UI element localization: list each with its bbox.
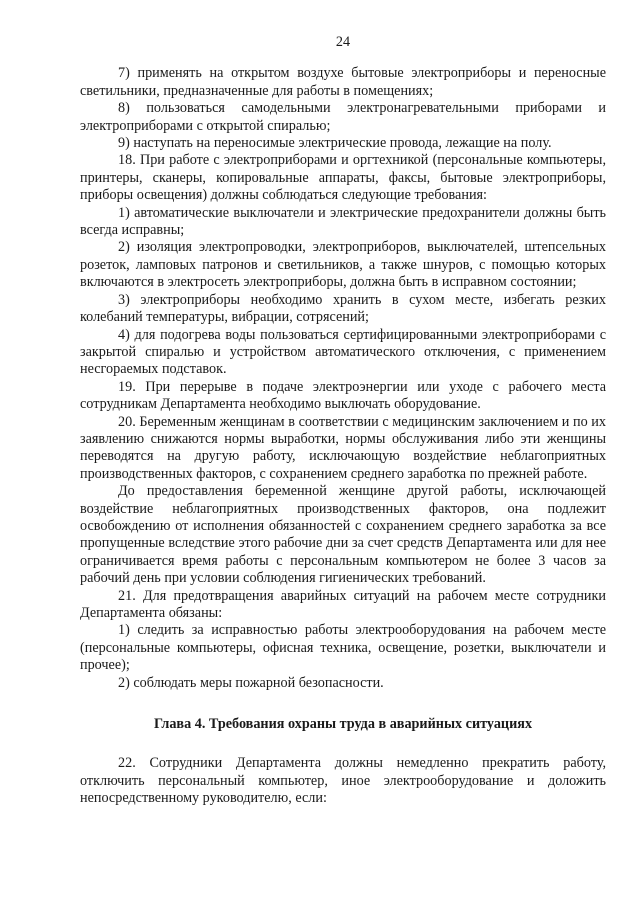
paragraph-clause-18-item-2: 2) изоляция электропроводки, электроприборов, выключателей, штепсельных розеток, ламповых патронов и светильников, а также шнуров, с помощью которых включаются в электросеть электроприборы, должна быть в исправном состоянии; (80, 239, 606, 291)
paragraph-item-7: 7) применять на открытом воздухе бытовые электроприборы и переносные светильники, предназначенные для работы в помещениях; (80, 65, 606, 99)
paragraph-clause-18-item-3: 3) электроприборы необходимо хранить в сухом месте, избегать резких колебаний температуры, вибрации, сотрясений; (80, 291, 606, 326)
section-before-heading (80, 65, 606, 692)
paragraph-clause-21: 21. Для предотвращения аварийных ситуаций на рабочем месте сотрудники Департамента обязаны: (80, 587, 606, 621)
paragraph-clause-21-item-1: 1) следить за исправностью работы электрооборудования на рабочем месте (персональные компьютеры, офисная техника, освещение, розетки, выключатели и прочее); (80, 622, 606, 674)
paragraph-clause-20-continuation: До предоставления беременной женщине другой работы, исключающей воздействие неблагоприятных производственных факторов, она подлежит освобождению от исполнения обязанностей с сохранением среднего заработка за все пропущенные вследствие этого рабочие дни за счет средств Департамента или для нее ограничивается время работы с персональным компьютером не более 3 часов за рабочий день при условии соблюдения гигиенических требований. (80, 483, 606, 587)
paragraph-clause-20: 20. Беременным женщинам в соответствии с медицинским заключением и по их заявлению снижаются нормы выработки, нормы обслуживания либо эти женщины переводятся на другую работу, исключающую воздействие неблагоприятных производственных факторов, с сохранением среднего заработка по прежней работе. (80, 413, 606, 482)
page-number: 24 (335, 34, 351, 50)
paragraph-clause-18-item-4: 4) для подогрева воды пользоваться сертифицированными электроприборами с закрытой спиралью и устройством автоматического отключения, с применением несгораемых подставок. (80, 326, 606, 378)
paragraph-item-9: 9) наступать на переносимые электрические провода, лежащие на полу. (118, 135, 552, 152)
paragraph-clause-19: 19. При перерыве в подаче электроэнергии или уходе с рабочего места сотрудникам Департамента необходимо выключать оборудование. (80, 378, 606, 413)
section-after-heading (80, 755, 606, 807)
document-page (80, 34, 606, 808)
paragraph-item-8: 8) пользоваться самодельными электронагревательными приборами и электроприборами с открытой спиралью; (80, 100, 606, 134)
paragraph-clause-18: 18. При работе с электроприборами и оргтехникой (персональные компьютеры, принтеры, сканеры, копировальные аппараты, факсы, бытовые электроприборы, приборы освещения) должны соблюдаться следующие требования: (80, 152, 606, 204)
paragraph-clause-21-item-2: 2) соблюдать меры пожарной безопасности. (118, 674, 384, 691)
paragraph-clause-18-item-1: 1) автоматические выключатели и электрические предохранители должны быть всегда исправны; (80, 204, 606, 239)
chapter-heading: Глава 4. Требования охраны труда в аварийных ситуациях (153, 716, 533, 733)
paragraph-clause-22: 22. Сотрудники Департамента должны немедленно прекратить работу, отключить персональный компьютер, иное электрооборудование и доложить непосредственному руководителю, если: (80, 755, 606, 807)
